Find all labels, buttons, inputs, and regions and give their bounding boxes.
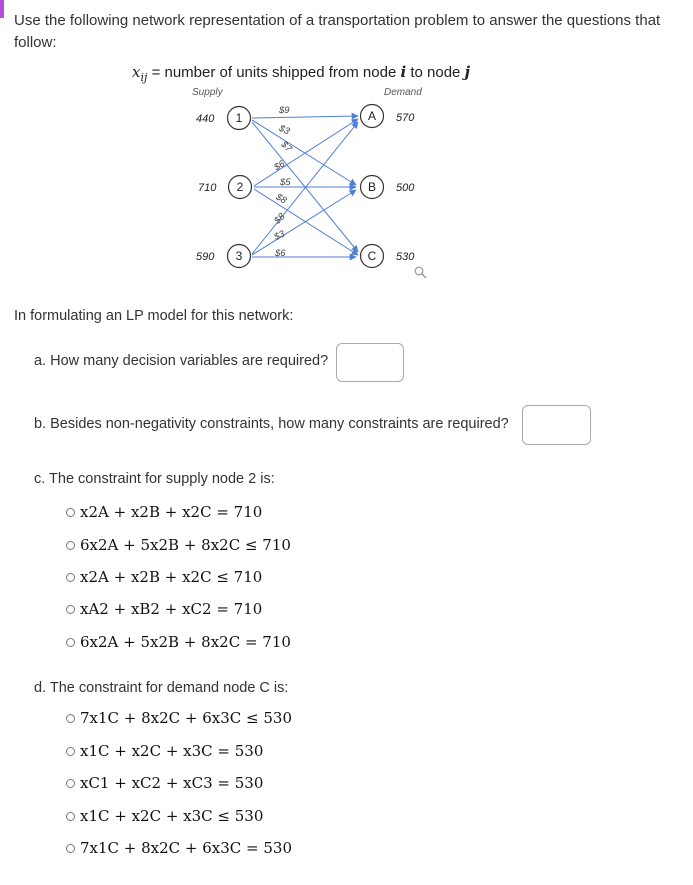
- cost-3-B: $3: [272, 228, 287, 243]
- radio-icon[interactable]: [66, 844, 75, 853]
- option-c-4[interactable]: [66, 600, 262, 618]
- option-d-3-label: xC1 + xC2 + xC3 = 530: [80, 774, 264, 792]
- def-variable: x: [132, 63, 141, 81]
- cost-2-B: $5: [280, 177, 291, 188]
- question-b: b. Besides non-negativity constraints, how many constraints are required?: [34, 416, 509, 432]
- radio-icon[interactable]: [66, 779, 75, 788]
- radio-icon[interactable]: [66, 573, 75, 582]
- def-text: = number of units shipped from node: [147, 64, 401, 81]
- def-subscript: ij: [140, 71, 148, 84]
- supply-value-3: 590: [196, 251, 215, 263]
- answer-a-input[interactable]: [336, 343, 404, 382]
- option-c-1[interactable]: [66, 503, 262, 521]
- option-c-4-label: xA2 + xB2 + xC2 = 710: [80, 600, 263, 618]
- option-c-3-label: x2A + x2B + x2C ≤ 710: [80, 568, 263, 586]
- network-diagram: [0, 0, 693, 300]
- supply-value-1: 440: [196, 113, 215, 125]
- supply-value-2: 710: [198, 182, 217, 194]
- zoom-icon[interactable]: [415, 267, 426, 278]
- supply-node-1-label: 1: [235, 111, 243, 125]
- demand-value-C: 530: [396, 251, 415, 263]
- cost-2-C: $8: [273, 191, 289, 207]
- option-c-2-label: 6x2A + 5x2B + 8x2C ≤ 710: [80, 536, 291, 554]
- option-d-4-label: x1C + x2C + x3C ≤ 530: [80, 807, 264, 825]
- option-c-1-label: x2A + x2B + x2C = 710: [80, 503, 263, 521]
- demand-value-A: 570: [396, 112, 415, 124]
- def-mid: to node: [406, 64, 465, 81]
- supply-header: Supply: [192, 87, 223, 98]
- intro-text: Use the following network representation of a transportation problem to answer the questions that follow:: [14, 12, 661, 51]
- option-d-4[interactable]: [66, 807, 263, 825]
- cost-1-A: $9: [279, 105, 290, 116]
- radio-icon[interactable]: [66, 541, 75, 550]
- arc-1-A: [252, 116, 358, 118]
- option-c-3[interactable]: [66, 568, 262, 586]
- answer-b-input[interactable]: [522, 405, 591, 445]
- radio-icon[interactable]: [66, 508, 75, 517]
- cost-2-A: $6: [272, 158, 287, 174]
- option-d-5[interactable]: [66, 839, 292, 857]
- option-d-1-label: 7x1C + 8x2C + 6x3C ≤ 530: [80, 709, 293, 727]
- option-d-5-label: 7x1C + 8x2C + 6x3C = 530: [80, 839, 293, 857]
- option-c-5-label: 6x2A + 5x2B + 8x2C = 710: [80, 633, 291, 651]
- radio-icon[interactable]: [66, 638, 75, 647]
- option-c-2[interactable]: [66, 536, 291, 554]
- cost-3-A: $8: [272, 211, 288, 227]
- option-d-2[interactable]: [66, 742, 263, 760]
- cost-1-C: $7: [278, 139, 294, 155]
- def-j: j: [464, 63, 471, 81]
- cost-1-B: $3: [277, 122, 292, 138]
- demand-node-C-label: C: [367, 249, 377, 263]
- demand-node-A-label: A: [367, 109, 377, 123]
- supply-node-3-label: 3: [235, 249, 243, 263]
- supply-node-2-label: 2: [236, 180, 244, 194]
- radio-icon[interactable]: [66, 714, 75, 723]
- radio-icon[interactable]: [66, 812, 75, 821]
- question-a: a. How many decision variables are required?: [34, 353, 329, 369]
- question-c: c. The constraint for supply node 2 is:: [34, 471, 275, 487]
- question-d: d. The constraint for demand node C is:: [34, 680, 289, 696]
- demand-node-B-label: B: [367, 180, 377, 194]
- def-i: i: [400, 63, 407, 81]
- cost-3-C: $6: [275, 248, 286, 259]
- option-d-3[interactable]: [66, 774, 263, 792]
- option-d-1[interactable]: [66, 709, 292, 727]
- arc-3-B: [252, 190, 356, 255]
- radio-icon[interactable]: [66, 605, 75, 614]
- option-d-2-label: x1C + x2C + x3C = 530: [80, 742, 264, 760]
- demand-value-B: 500: [396, 182, 415, 194]
- radio-icon[interactable]: [66, 747, 75, 756]
- formulating-text: In formulating an LP model for this network:: [14, 308, 294, 324]
- option-c-5[interactable]: [66, 633, 291, 651]
- demand-header: Demand: [384, 87, 422, 98]
